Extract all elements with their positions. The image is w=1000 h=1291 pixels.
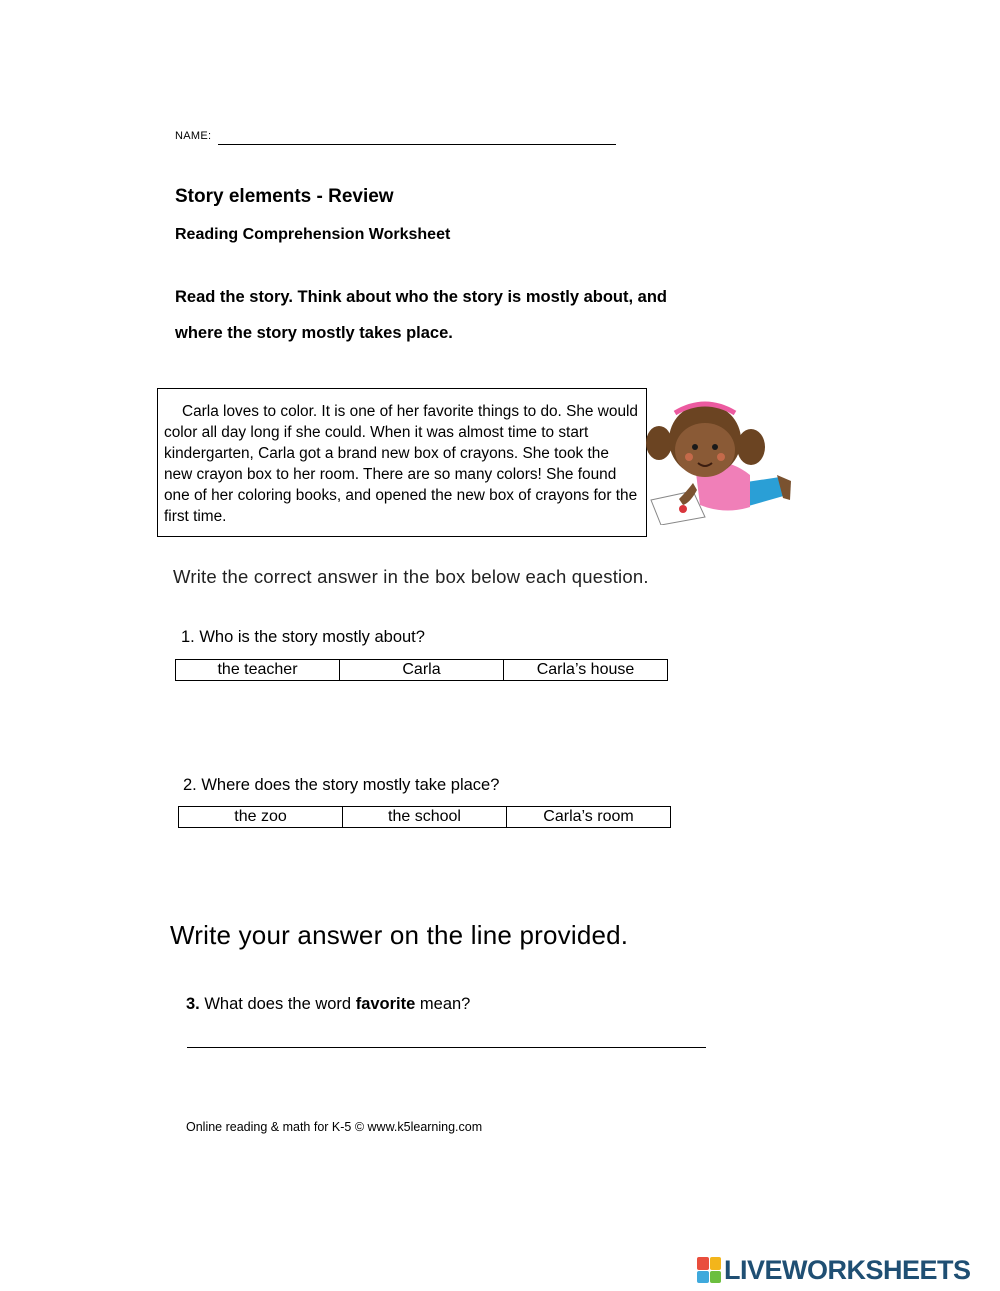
question-1-options <box>175 659 668 681</box>
question-3-text-before: What does the word <box>204 995 352 1013</box>
logo-square-blue <box>697 1271 709 1284</box>
question-2-option-2[interactable]: the school <box>343 807 507 828</box>
logo-square-yellow <box>710 1257 722 1270</box>
question-3-number: 3. <box>186 995 200 1013</box>
question-2-option-1[interactable]: the zoo <box>179 807 343 828</box>
story-box <box>157 388 647 537</box>
instruction-line-2: where the story mostly takes place. <box>175 324 453 342</box>
liveworksheets-wordmark: LIVEWORKSHEETS <box>724 1254 971 1285</box>
section2-heading: Write your answer on the line provided. <box>170 920 629 950</box>
name-line <box>218 144 616 145</box>
section1-heading: Write the correct answer in the box below each question. <box>173 566 649 587</box>
question-1-option-2[interactable]: Carla <box>340 660 504 681</box>
question-2-label: 2. Where does the story mostly take place? <box>183 776 500 794</box>
girl-coloring-illustration <box>645 395 795 525</box>
question-3 <box>186 995 470 1014</box>
liveworksheets-logo-icon <box>697 1257 721 1283</box>
question-2-option-3[interactable]: Carla’s room <box>507 807 671 828</box>
logo-square-green <box>710 1271 722 1284</box>
question-3-bold-word: favorite <box>355 995 416 1013</box>
liveworksheets-brand <box>697 1255 971 1285</box>
question-1-option-3[interactable]: Carla’s house <box>504 660 668 681</box>
logo-square-red <box>697 1257 709 1270</box>
footer-credit: Online reading & math for K-5 © www.k5learning.com <box>186 1120 483 1134</box>
story-text: Carla loves to color. It is one of her favorite things to do. She would color all day long if she could. When it was almost time to start kindergarten, Carla got a brand new box of crayons. She took the new crayon box to her room. There are so many colors! She found one of her coloring books, and opened the new box of crayons for the first time. <box>164 403 638 525</box>
question-1-option-1[interactable]: the teacher <box>176 660 340 681</box>
worksheet-title: Story elements - Review <box>175 186 394 207</box>
worksheet-subtitle: Reading Comprehension Worksheet <box>175 226 451 243</box>
question-1-label: 1. Who is the story mostly about? <box>181 628 425 646</box>
question-3-text-after: mean? <box>419 995 471 1013</box>
instruction-line-1: Read the story. Think about who the story is mostly about, and <box>175 288 667 306</box>
question-2-options <box>178 806 671 828</box>
answer-line[interactable] <box>187 1047 706 1048</box>
name-label: NAME: <box>175 130 212 142</box>
